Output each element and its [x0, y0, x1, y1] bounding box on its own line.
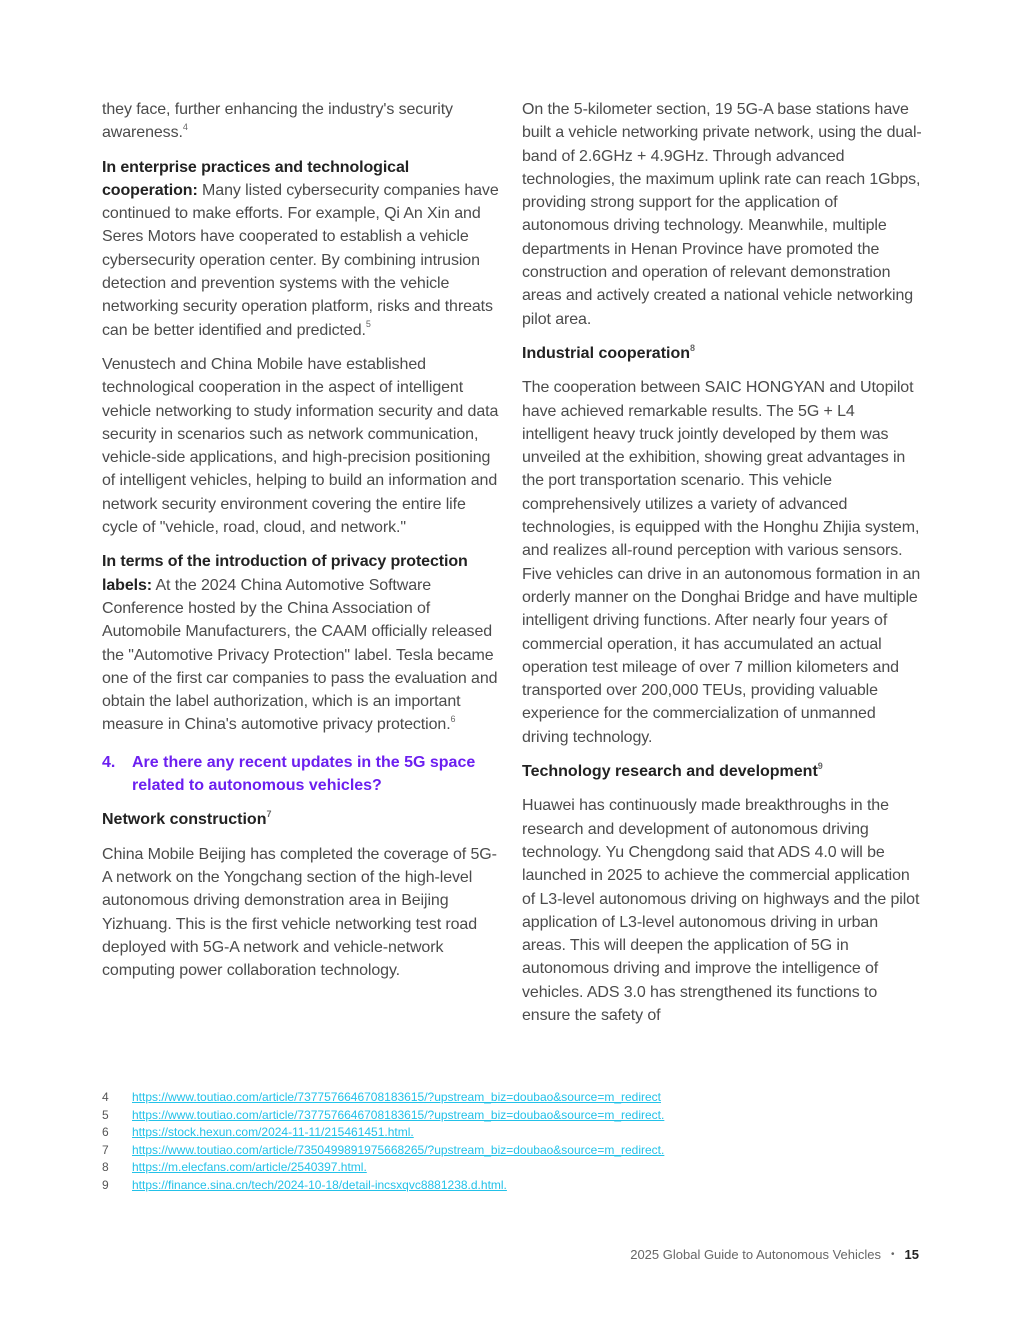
section-heading-tech [522, 760, 922, 783]
paragraph-lead: In enterprise practices and technological cooperation: [102, 158, 410, 199]
footnote [102, 1107, 922, 1125]
footnote-link[interactable]: https://www.toutiao.com/article/7377576646708183615/?upstream_biz=doubao&source=m_redirect [132, 1090, 662, 1104]
section-heading-network [102, 808, 502, 831]
footnote-number: 5 [102, 1107, 109, 1122]
paragraph-security-awareness [102, 98, 502, 145]
paragraph-text: they face, further enhancing the industry's security awareness. [102, 101, 453, 142]
footer-title: 2025 Global Guide to Autonomous Vehicles [630, 1247, 882, 1262]
paragraph-text: At the 2024 China Automotive Software Conference hosted by the China Association of Automobile Manufacturers, the CAAM officially released the "Automotive Privacy Protection" label. Tesla became one of the first car companies to pass the evaluation and obtain the label authorization, which is an important measure in China's automotive privacy protection. [102, 576, 498, 734]
footnote [102, 1177, 922, 1195]
footnote [102, 1159, 922, 1177]
footer-separator: • [891, 1249, 895, 1260]
right-column [522, 98, 922, 1038]
paragraph-china-mobile: China Mobile Beijing has completed the coverage of 5G-A network on the Yongchang section of the high-level autonomous driving demonstration area in Beijing Yizhuang. This is the first vehicle networking test road deployed with 5G-A network and vehicle-network computing power collaboration technology. [102, 845, 497, 980]
numbered-question [102, 751, 502, 798]
footnote-number: 7 [102, 1142, 109, 1157]
footnote-number: 9 [102, 1177, 109, 1192]
footnote-link[interactable]: https://finance.sina.cn/tech/2024-10-18/detail-incsxqvc8881238.d.html. [132, 1177, 507, 1192]
footnote [102, 1142, 922, 1160]
footnotes-list [102, 1089, 922, 1195]
section-heading-industrial [522, 342, 922, 365]
footnote-ref[interactable]: 7 [266, 808, 272, 819]
heading-text: Industrial cooperation [522, 344, 691, 362]
paragraph-lead: In terms of the introduction of privacy protection labels: [102, 553, 468, 594]
paragraph-saic-hongyan: The cooperation between SAIC HONGYAN and Utopilot have achieved remarkable results. The 5G + L4 intelligent heavy truck jointly developed by them was unveiled at the exhibition, showing great advantages in the port transportation scenario. This vehicle comprehensively utilizes a variety of advanced technologies, is equipped with the Honghu Zhijia system, and realizes all-round perception with various sensors. Five vehicles can drive in an autonomous formation in an orderly manner on the Donghai Bridge and have multiple intelligent driving functions. After nearly four years of commercial operation, it has accumulated an actual operation test mileage of over 7 million kilometers and transported over 200,000 TEUs, providing valuable experience for the commercialization of unmanned driving technology. [522, 379, 921, 746]
footnote-number: 4 [102, 1090, 109, 1104]
question-text: Are there any recent updates in the 5G space related to autonomous vehicles? [132, 753, 476, 795]
footnote-ref[interactable]: 6 [450, 714, 456, 725]
paragraph-enterprise-practices [102, 156, 502, 342]
footnote-ref[interactable]: 8 [690, 342, 696, 353]
paragraph-privacy-labels [102, 550, 502, 736]
footnote-ref[interactable]: 9 [817, 760, 823, 771]
footnote-link[interactable]: https://www.toutiao.com/article/7350499891975668265/?upstream_biz=doubao&source=m_redirect. [132, 1142, 665, 1157]
footnote [102, 1089, 922, 1107]
page-footer [630, 1247, 919, 1262]
left-column [102, 98, 502, 993]
footnote-ref[interactable]: 5 [365, 319, 371, 330]
heading-text: Technology research and development [522, 763, 818, 781]
footnote-link[interactable]: https://www.toutiao.com/article/7377576646708183615/?upstream_biz=doubao&source=m_redirect. [132, 1107, 665, 1122]
footnote [102, 1124, 922, 1142]
paragraph-huawei: Huawei has continuously made breakthroughs in the research and development of autonomous driving technology. Yu Chengdong said that ADS 4.0 will be launched in 2025 to achieve the commercial application of L3-level autonomous driving on highways and the pilot application of L3-level autonomous driving in urban areas. This will deepen the application of 5G in autonomous driving and improve the intelligence of vehicles. ADS 3.0 has strengthened its functions to ensure the safety of [522, 797, 920, 1024]
paragraph-text: Many listed cybersecurity companies have continued to make efforts. For example, Qi An Xin and Seres Motors have cooperated to establish a vehicle cybersecurity operation center. By combining intrusion detection and prevention systems with the vehicle networking security operation platform, risks and threats can be better identified and predicted. [102, 181, 499, 339]
paragraph-base-stations: On the 5-kilometer section, 19 5G-A base stations have built a vehicle networking private network, using the dual-band of 2.6GHz + 4.9GHz. Through advanced technologies, the maximum uplink rate can reach 1Gbps, providing strong support for the application of autonomous driving technology. Meanwhile, multiple departments in Henan Province have promoted the construction and operation of relevant demonstration areas and actively created a national vehicle networking pilot area. [522, 101, 922, 328]
page-number: 15 [904, 1247, 919, 1262]
footnote-ref[interactable]: 4 [182, 121, 188, 132]
footnote-link[interactable]: https://m.elecfans.com/article/2540397.html. [132, 1160, 367, 1175]
footnote-number: 8 [102, 1160, 109, 1175]
question-number: 4. [102, 753, 116, 771]
paragraph-venustech: Venustech and China Mobile have established technological cooperation in the aspect of intelligent vehicle networking to study information security and data security in scenarios such as network communication, vehicle-side applications, and high-precision positioning of intelligent vehicles, helping to build an information and network security environment covering the entire life cycle of "vehicle, road, cloud, and network." [102, 355, 499, 537]
heading-text: Network construction [102, 811, 267, 829]
footnote-link[interactable]: https://stock.hexun.com/2024-11-11/215461451.html. [132, 1125, 414, 1140]
footnote-number: 6 [102, 1125, 109, 1140]
